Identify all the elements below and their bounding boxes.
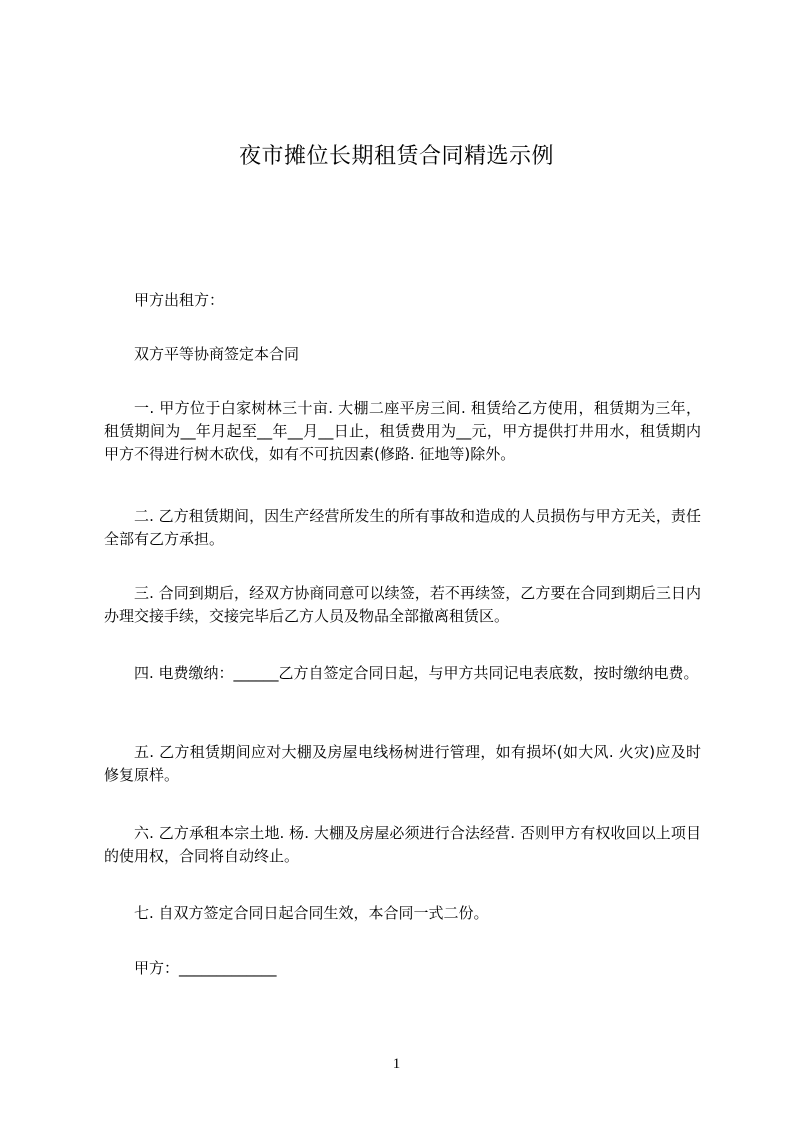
- clause-4: 四. 电费缴纳：______乙方自签定合同日起，与甲方共同记电表底数，按时缴纳电费。: [134, 664, 699, 682]
- document-title: 夜市摊位长期租赁合同精选示例: [238, 144, 554, 169]
- page-number: 1: [392, 1056, 401, 1072]
- party-a-signature-line: 甲方：_____________: [134, 959, 277, 977]
- clause-1: 一. 甲方位于白家树林三十亩. 大棚二座平房三间. 租赁给乙方使用，租赁期为三年，租赁期间为__年月起至__年__月__日止，租赁费用为__元，甲方提供打井用水，租赁期内甲方不得进行树木砍伐，如有不可抗因素(修路. 征地等)除外。: [104, 399, 701, 463]
- agreement-intro: 双方平等协商签定本合同: [134, 345, 300, 363]
- clause-7: 七. 自双方签定合同日起合同生效，本合同一式二份。: [134, 904, 489, 922]
- clause-3: 三. 合同到期后，经双方协商同意可以续签，若不再续签，乙方要在合同到期后三日内办理交接手续，交接完毕后乙方人员及物品全部撤离租赁区。: [104, 584, 701, 625]
- clause-2: 二. 乙方租赁期间，因生产经营所发生的所有事故和造成的人员损伤与甲方无关，责任全部有乙方承担。: [104, 507, 701, 548]
- party-a-lessor-line: 甲方出租方：: [134, 291, 225, 309]
- clause-5: 五. 乙方租赁期间应对大棚及房屋电线杨树进行管理，如有损坏(如大风. 火灾)应及时修复原样。: [104, 743, 701, 784]
- clause-6: 六. 乙方承租本宗土地. 杨. 大棚及房屋必须进行合法经营. 否则甲方有权收回以上项目的使用权，合同将自动终止。: [104, 824, 701, 865]
